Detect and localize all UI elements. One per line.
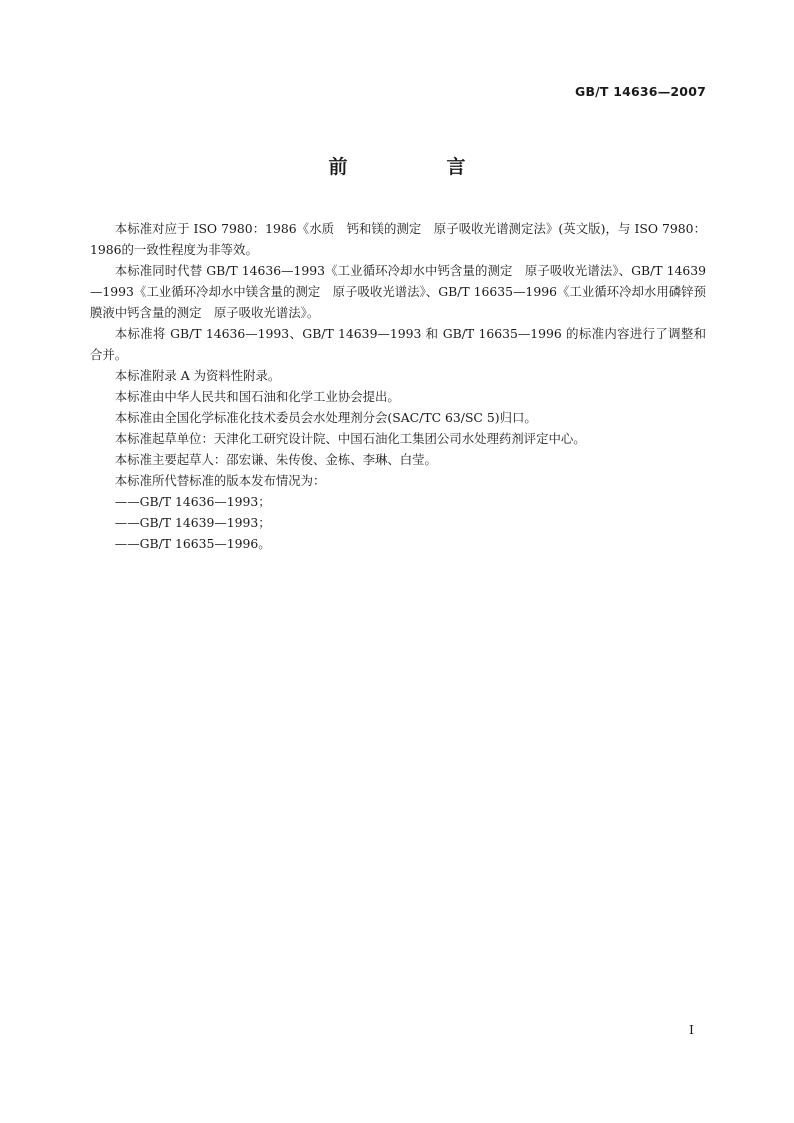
standard-code: GB/T 14636—2007 xyxy=(574,84,706,99)
paragraph-annex: 本标准附录 A 为资料性附录。 xyxy=(114,368,281,383)
paragraph-correspondence: 本标准对应于 ISO 7980：1986《水质 钙和镁的测定 原子吸收光谱测定法》(英文版)，与 ISO 7980：1986的一致性程度为非等效。 xyxy=(90,221,706,257)
list-item-replaced-version: ——GB/T 14639—1993； xyxy=(114,515,271,530)
paragraph-drafting-units: 本标准起草单位：天津化工研究设计院、中国石油化工集团公司水处理药剂评定中心。 xyxy=(114,431,586,446)
paragraph-merge: 本标准将 GB/T 14636—1993、GB/T 14639—1993 和 GB/T 16635—1996 的标准内容进行了调整和合并。 xyxy=(90,326,706,362)
page-title: 前 言 xyxy=(328,156,506,178)
page-number: I xyxy=(689,1022,694,1037)
list-item-replaced-version: ——GB/T 14636—1993； xyxy=(114,494,271,509)
paragraph-proposed-by: 本标准由中华人民共和国石油和化学工业协会提出。 xyxy=(114,389,400,404)
paragraph-drafters: 本标准主要起草人：邵宏谦、朱传俊、金栋、李琳、白莹。 xyxy=(114,452,437,467)
foreword-body xyxy=(90,218,706,554)
list-item-replaced-version: ——GB/T 16635—1996。 xyxy=(114,536,271,551)
paragraph-versions-intro: 本标准所代替标准的版本发布情况为： xyxy=(114,473,326,488)
paragraph-centralized-by: 本标准由全国化学标准化技术委员会水处理剂分会(SAC/TC 63/SC 5)归口。 xyxy=(114,410,537,425)
paragraph-replaces: 本标准同时代替 GB/T 14636—1993《工业循环冷却水中钙含量的测定 原子吸收光谱法》、GB/T 14639—1993《工业循环冷却水中镁含量的测定 原子吸收光谱法》、GB/T 16635—1996《工业循环冷却水用磷锌预膜液中钙含量的测定 原子吸收光谱法》。 xyxy=(90,263,706,320)
